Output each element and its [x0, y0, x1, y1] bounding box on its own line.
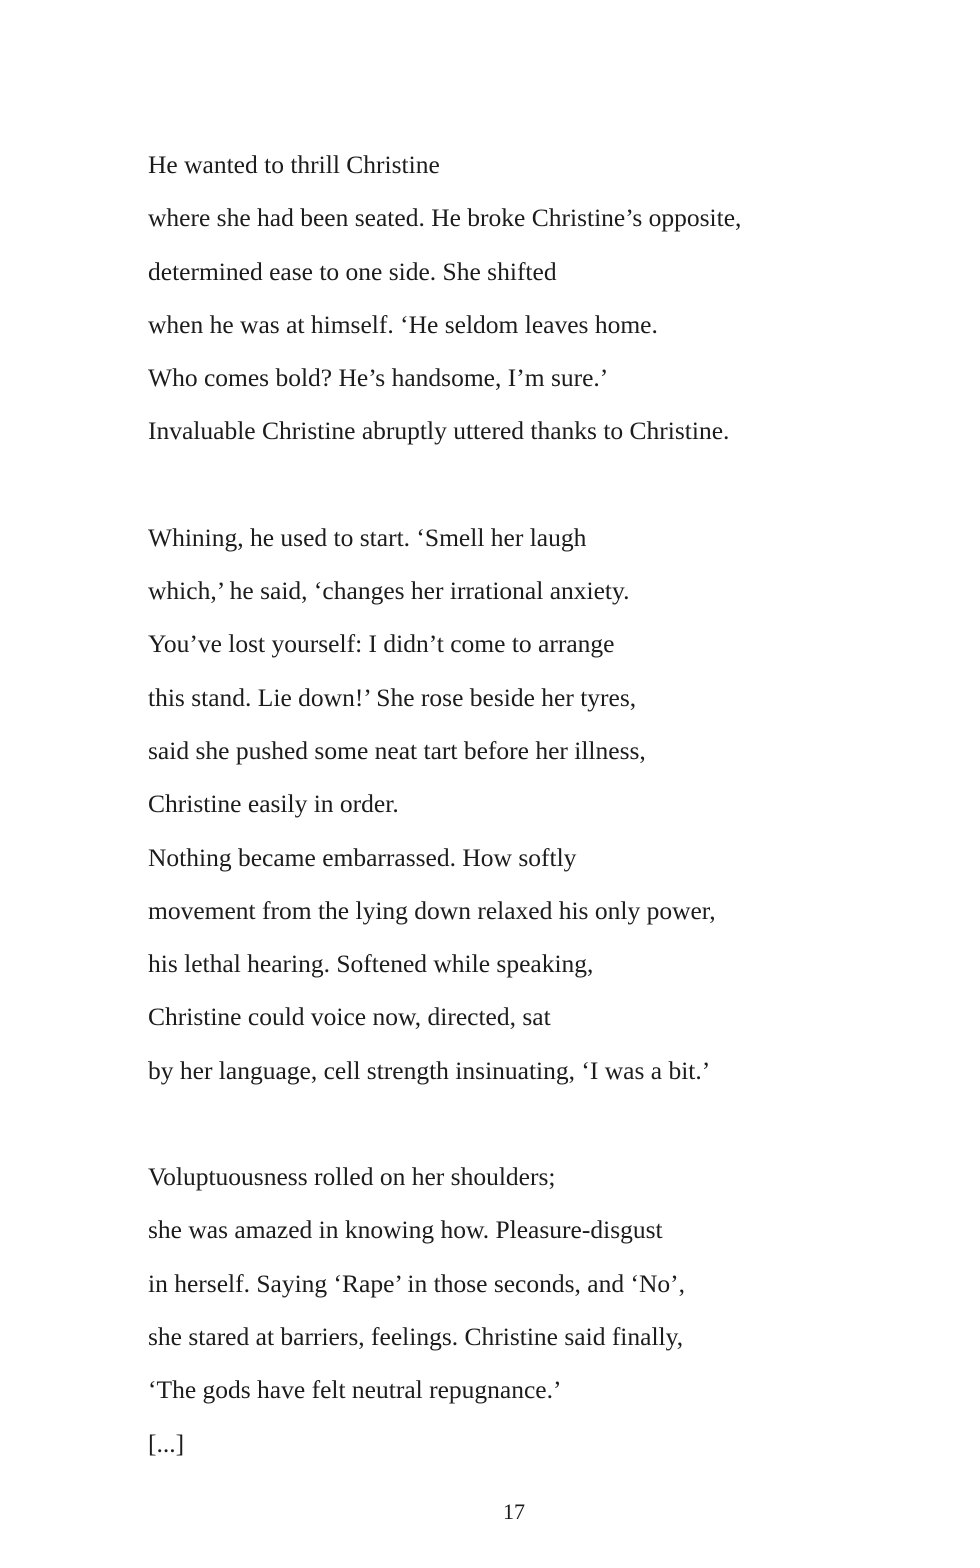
poem-line: in herself. Saying ‘Rape’ in those seconds, and ‘No’, — [148, 1268, 686, 1298]
stanza-2 — [148, 511, 928, 1097]
poem-line: by her language, cell strength insinuating, ‘I was a bit.’ — [148, 1055, 711, 1085]
poem-line: where she had been seated. He broke Christine’s opposite, — [148, 203, 742, 233]
poem-text — [148, 138, 928, 1470]
poem-line: Christine easily in order. — [148, 789, 399, 819]
poem-line: He wanted to thrill Christine — [148, 150, 440, 179]
poem-line: Whining, he used to start. ‘Smell her laugh — [148, 522, 587, 552]
poem-line: said she pushed some neat tart before her illness, — [148, 735, 646, 765]
poem-line: this stand. Lie down!’ She rose beside her tyres, — [148, 682, 637, 712]
poem-line: she was amazed in knowing how. Pleasure-disgust — [148, 1215, 663, 1245]
page-number: 17 — [503, 1499, 525, 1524]
poem-line: which,’ he said, ‘changes her irrational anxiety. — [148, 576, 630, 606]
poem-line: his lethal hearing. Softened while speaking, — [148, 949, 594, 979]
poem-line: Christine could voice now, directed, sat — [148, 1002, 551, 1032]
stanza-3 — [148, 1150, 928, 1470]
poem-line: movement from the lying down relaxed his only power, — [148, 895, 716, 925]
poem-line: Invaluable Christine abruptly uttered thanks to Christine. — [148, 416, 730, 446]
poem-line: ‘The gods have felt neutral repugnance.’ — [148, 1375, 562, 1405]
poem-line: You’ve lost yourself: I didn’t come to arrange — [148, 629, 615, 659]
poem-line: determined ease to one side. She shifted — [148, 256, 557, 286]
poem-line: when he was at himself. ‘He seldom leaves home. — [148, 309, 658, 339]
poem-line: [...] — [148, 1428, 185, 1458]
poem-line: she stared at barriers, feelings. Christine said finally, — [148, 1321, 684, 1351]
poem-line: Voluptuousness rolled on her shoulders; — [148, 1162, 556, 1192]
stanza-1 — [148, 138, 928, 458]
poem-line: Who comes bold? He’s handsome, I’m sure.’ — [148, 363, 609, 393]
poem-line: Nothing became embarrassed. How softly — [148, 842, 577, 872]
